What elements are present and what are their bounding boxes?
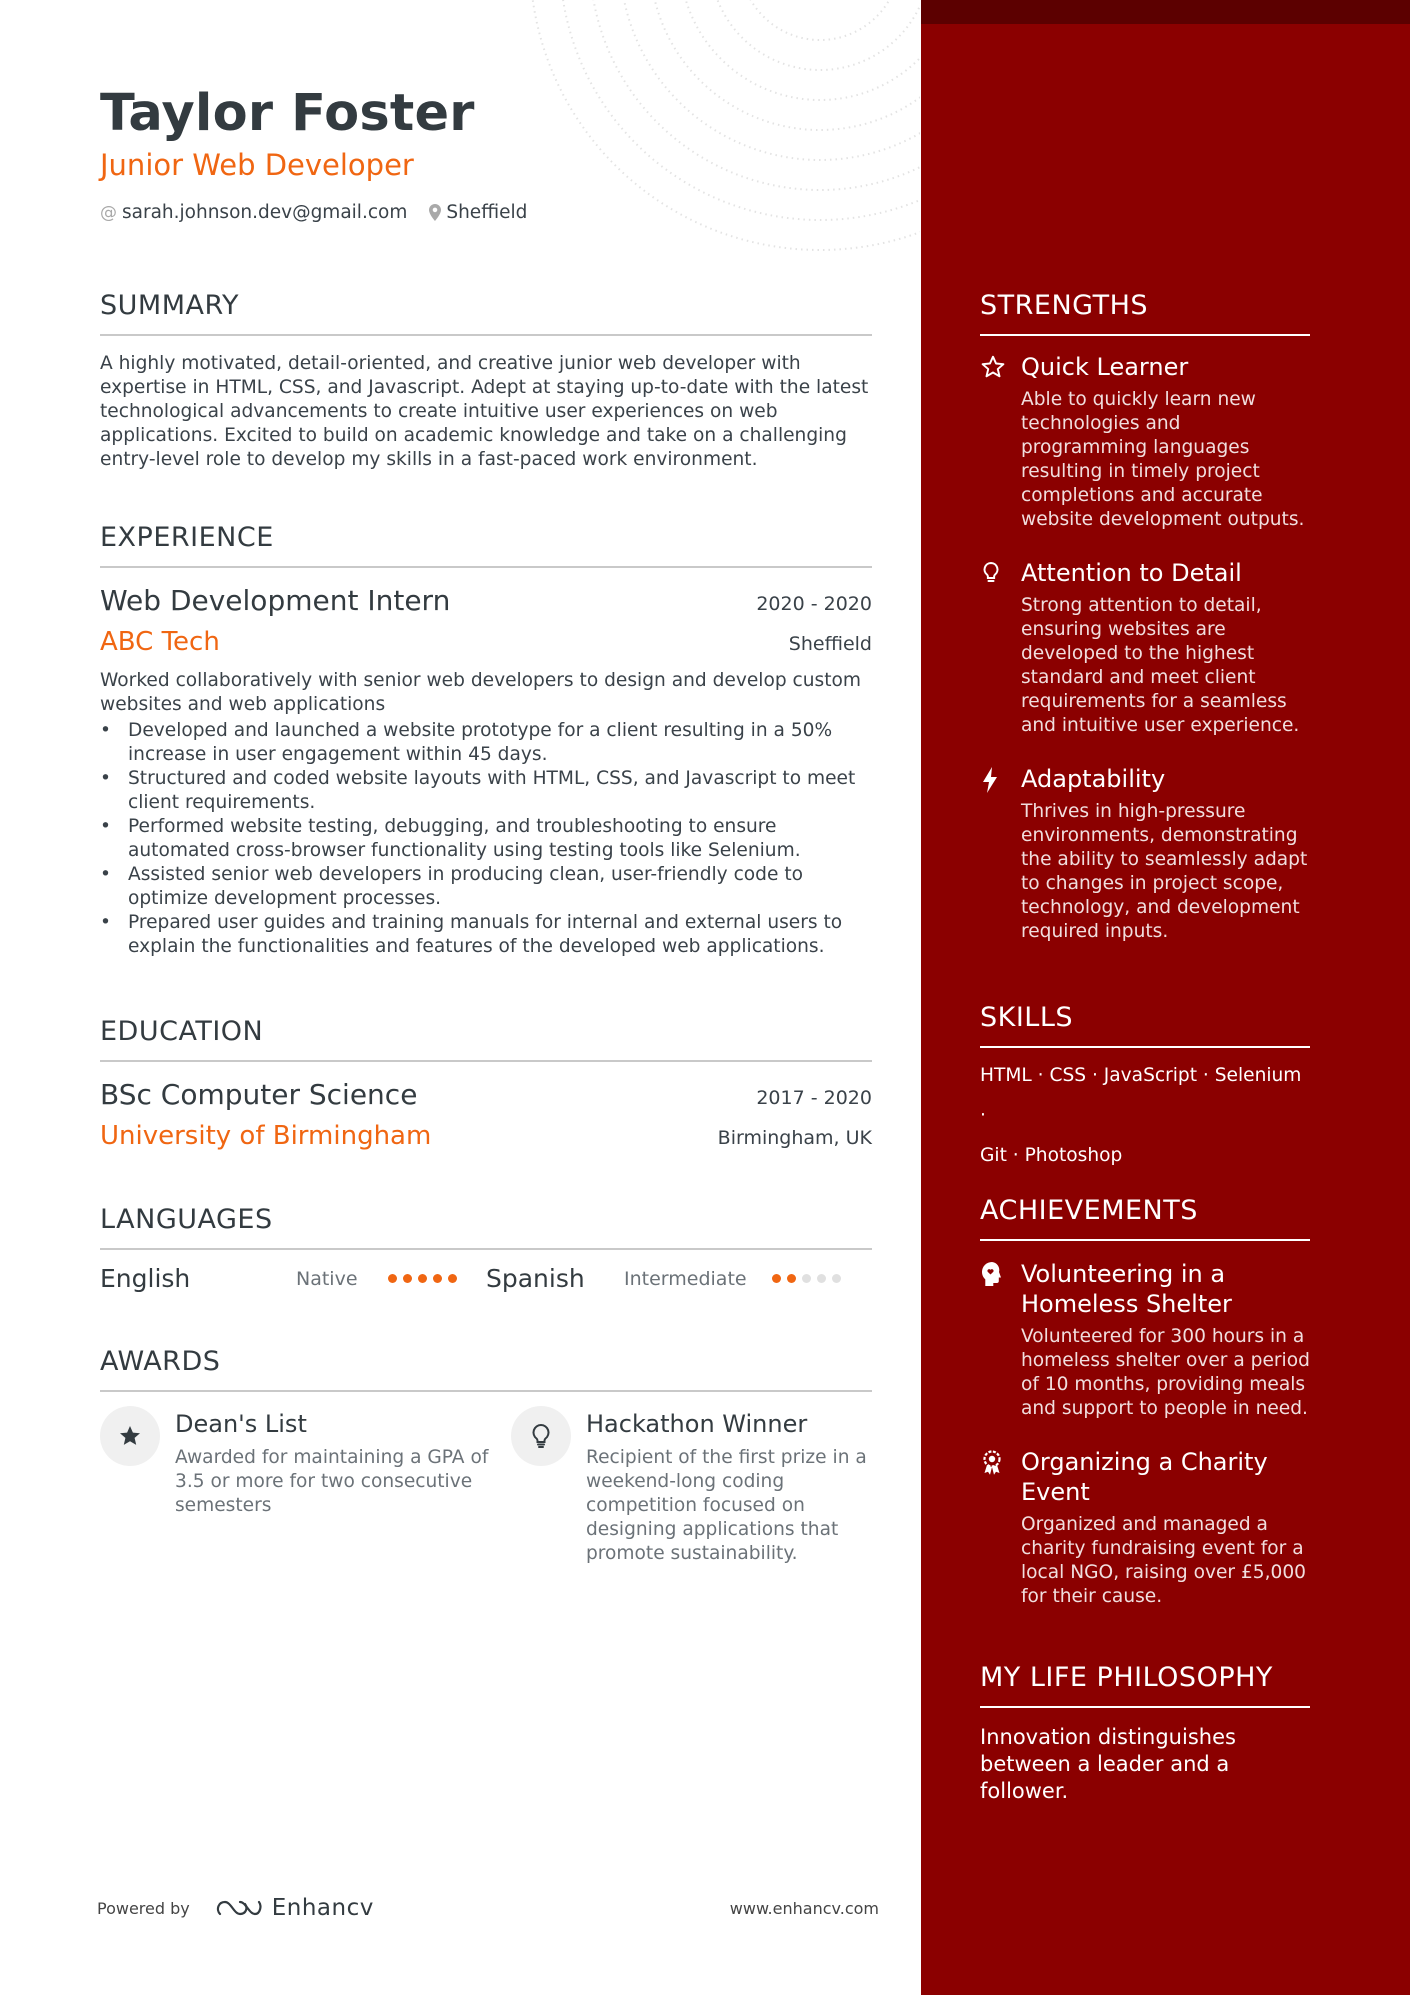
star-icon <box>980 352 1021 532</box>
lightbulb-icon <box>511 1406 571 1466</box>
languages-section <box>100 1204 872 1293</box>
achievement-title: Volunteering in a Homeless Shelter <box>1021 1260 1232 1318</box>
achievement-item <box>980 1259 1310 1421</box>
star-icon <box>100 1406 160 1466</box>
achievements-heading: ACHIEVEMENTS <box>980 1195 1310 1241</box>
awards-heading: AWARDS <box>100 1346 872 1392</box>
strengths-section <box>980 290 1310 944</box>
job-bullet: • Prepared user guides and training manuals for internal and external users to explain the functionalities and features of the developed web applications. <box>100 911 872 959</box>
skills-line: HTML · CSS · JavaScript · Selenium · <box>980 1065 1302 1126</box>
education-location: Birmingham, UK <box>717 1127 872 1149</box>
award-description: Awarded for maintaining a GPA of 3.5 or more for two consecutive semesters <box>175 1447 489 1516</box>
job-location: Sheffield <box>788 633 872 655</box>
job-bullet: • Developed and launched a website prototype for a client resulting in a 50% increase in user engagement within 45 days. <box>100 719 872 767</box>
strengths-heading: STRENGTHS <box>980 290 1310 336</box>
languages-heading: LANGUAGES <box>100 1204 872 1250</box>
philosophy-heading: MY LIFE PHILOSOPHY <box>980 1662 1310 1708</box>
enhancv-logo-icon <box>216 1896 264 1920</box>
language-rating <box>388 1274 457 1283</box>
powered-by <box>97 1895 374 1921</box>
skills-line: Git · Photoshop <box>980 1145 1123 1166</box>
language-name: English <box>100 1264 191 1293</box>
skills-heading: SKILLS <box>980 1002 1310 1048</box>
location-pin-icon <box>429 204 441 221</box>
job-period: 2020 - 2020 <box>756 593 872 615</box>
summary-section <box>100 290 872 472</box>
candidate-title: Junior Web Developer <box>100 148 414 182</box>
language-name: Spanish <box>486 1264 585 1293</box>
contact-info <box>100 202 549 223</box>
heart-head-icon <box>980 1259 1021 1421</box>
education-section <box>100 1016 872 1151</box>
rating-dot-empty <box>817 1274 826 1283</box>
school: University of Birmingham <box>100 1121 432 1151</box>
summary-heading: SUMMARY <box>100 290 872 336</box>
education-heading: EDUCATION <box>100 1016 872 1062</box>
degree: BSc Computer Science <box>100 1078 418 1111</box>
rating-dot-filled <box>772 1274 781 1283</box>
footer <box>97 1895 879 1921</box>
job-bullet: • Assisted senior web developers in producing clean, user-friendly code to optimize development processes. <box>100 863 872 911</box>
language-item <box>486 1264 872 1293</box>
job-role: Web Development Intern <box>100 584 451 617</box>
rating-dot-filled <box>433 1274 442 1283</box>
achievement-title: Organizing a Charity Event <box>1021 1448 1268 1506</box>
achievements-section <box>980 1195 1310 1609</box>
education-period: 2017 - 2020 <box>756 1087 872 1109</box>
rating-dot-empty <box>832 1274 841 1283</box>
awards-section <box>100 1346 872 1566</box>
philosophy-section <box>980 1662 1310 1805</box>
philosophy-text: Innovation distinguishes between a leader and a follower. <box>980 1725 1236 1803</box>
rating-dot-filled <box>403 1274 412 1283</box>
rating-dot-filled <box>388 1274 397 1283</box>
language-level: Intermediate <box>624 1267 747 1290</box>
rating-dot-empty <box>802 1274 811 1283</box>
job-bullet: • Structured and coded website layouts with HTML, CSS, and Javascript to meet client requirements. <box>100 767 872 815</box>
award-title: Hackathon Winner <box>586 1410 808 1438</box>
candidate-name: Taylor Foster <box>100 84 475 143</box>
rating-dot-filled <box>787 1274 796 1283</box>
strength-description: Strong attention to detail, ensuring websites are developed to the highest standard and meet client requirements for a seamless and intuitive user experience. <box>1021 595 1300 736</box>
lightbulb-icon <box>980 558 1021 738</box>
language-rating <box>772 1274 841 1283</box>
award-title: Dean's List <box>175 1410 307 1438</box>
enhancv-logo[interactable] <box>216 1895 374 1921</box>
website-link[interactable]: www.enhancv.com <box>729 1898 879 1918</box>
experience-section <box>100 522 872 959</box>
achievement-description: Volunteered for 300 hours in a homeless shelter over a period of 10 months, providing meals and support to people in need. <box>1021 1326 1310 1419</box>
lightning-icon <box>980 764 1021 944</box>
strength-item <box>980 558 1310 738</box>
job-description: Worked collaboratively with senior web developers to design and develop custom websites and web applications <box>100 670 862 715</box>
decorative-circles <box>420 0 920 270</box>
sidebar-top-bar <box>921 0 1410 24</box>
location-text: Sheffield <box>446 202 528 223</box>
enhancv-logo-text: Enhancv <box>271 1895 374 1921</box>
award-description: Recipient of the first prize in a weekend-long coding competition focused on designing applications that promote sustainability. <box>586 1447 867 1564</box>
email-text: sarah.johnson.dev@gmail.com <box>122 202 408 223</box>
award-item <box>511 1406 872 1566</box>
summary-text: A highly motivated, detail-oriented, and creative junior web developer with expertise in HTML, CSS, and Javascript. Adept at staying up-to-date with the latest technological advancements to create intuitive user experiences on web applications. Excited to build on academic knowledge and take on a challenging entry-level role to develop my skills in a fast-paced work environment. <box>100 353 869 470</box>
job-company: ABC Tech <box>100 627 220 657</box>
strength-title: Attention to Detail <box>1021 559 1242 587</box>
strength-title: Quick Learner <box>1021 353 1189 381</box>
strength-item <box>980 352 1310 532</box>
skills-list <box>980 1056 1310 1176</box>
award-item <box>100 1406 511 1566</box>
skills-section <box>980 1002 1310 1176</box>
strength-title: Adaptability <box>1021 765 1166 793</box>
rating-dot-filled <box>448 1274 457 1283</box>
language-level: Native <box>296 1267 358 1290</box>
strength-item <box>980 764 1310 944</box>
email-contact[interactable] <box>100 202 407 223</box>
location-contact <box>429 202 527 223</box>
medal-icon <box>980 1447 1021 1609</box>
strength-description: Thrives in high-pressure environments, demonstrating the ability to seamlessly adapt to changes in project scope, technology, and development required inputs. <box>1021 801 1308 942</box>
achievement-item <box>980 1447 1310 1609</box>
language-item <box>100 1264 486 1293</box>
job-bullets <box>100 719 872 959</box>
powered-by-label: Powered by <box>97 1898 190 1918</box>
sidebar <box>921 0 1410 1995</box>
rating-dot-filled <box>418 1274 427 1283</box>
strength-description: Able to quickly learn new technologies and programming languages resulting in timely project completions and accurate website development outputs. <box>1021 389 1305 530</box>
job-bullet: • Performed website testing, debugging, and troubleshooting to ensure automated cross-browser functionality using testing tools like Selenium. <box>100 815 872 863</box>
experience-heading: EXPERIENCE <box>100 522 872 568</box>
achievement-description: Organized and managed a charity fundraising event for a local NGO, raising over £5,000 for their cause. <box>1021 1514 1306 1607</box>
at-sign-icon: @ <box>100 202 117 223</box>
